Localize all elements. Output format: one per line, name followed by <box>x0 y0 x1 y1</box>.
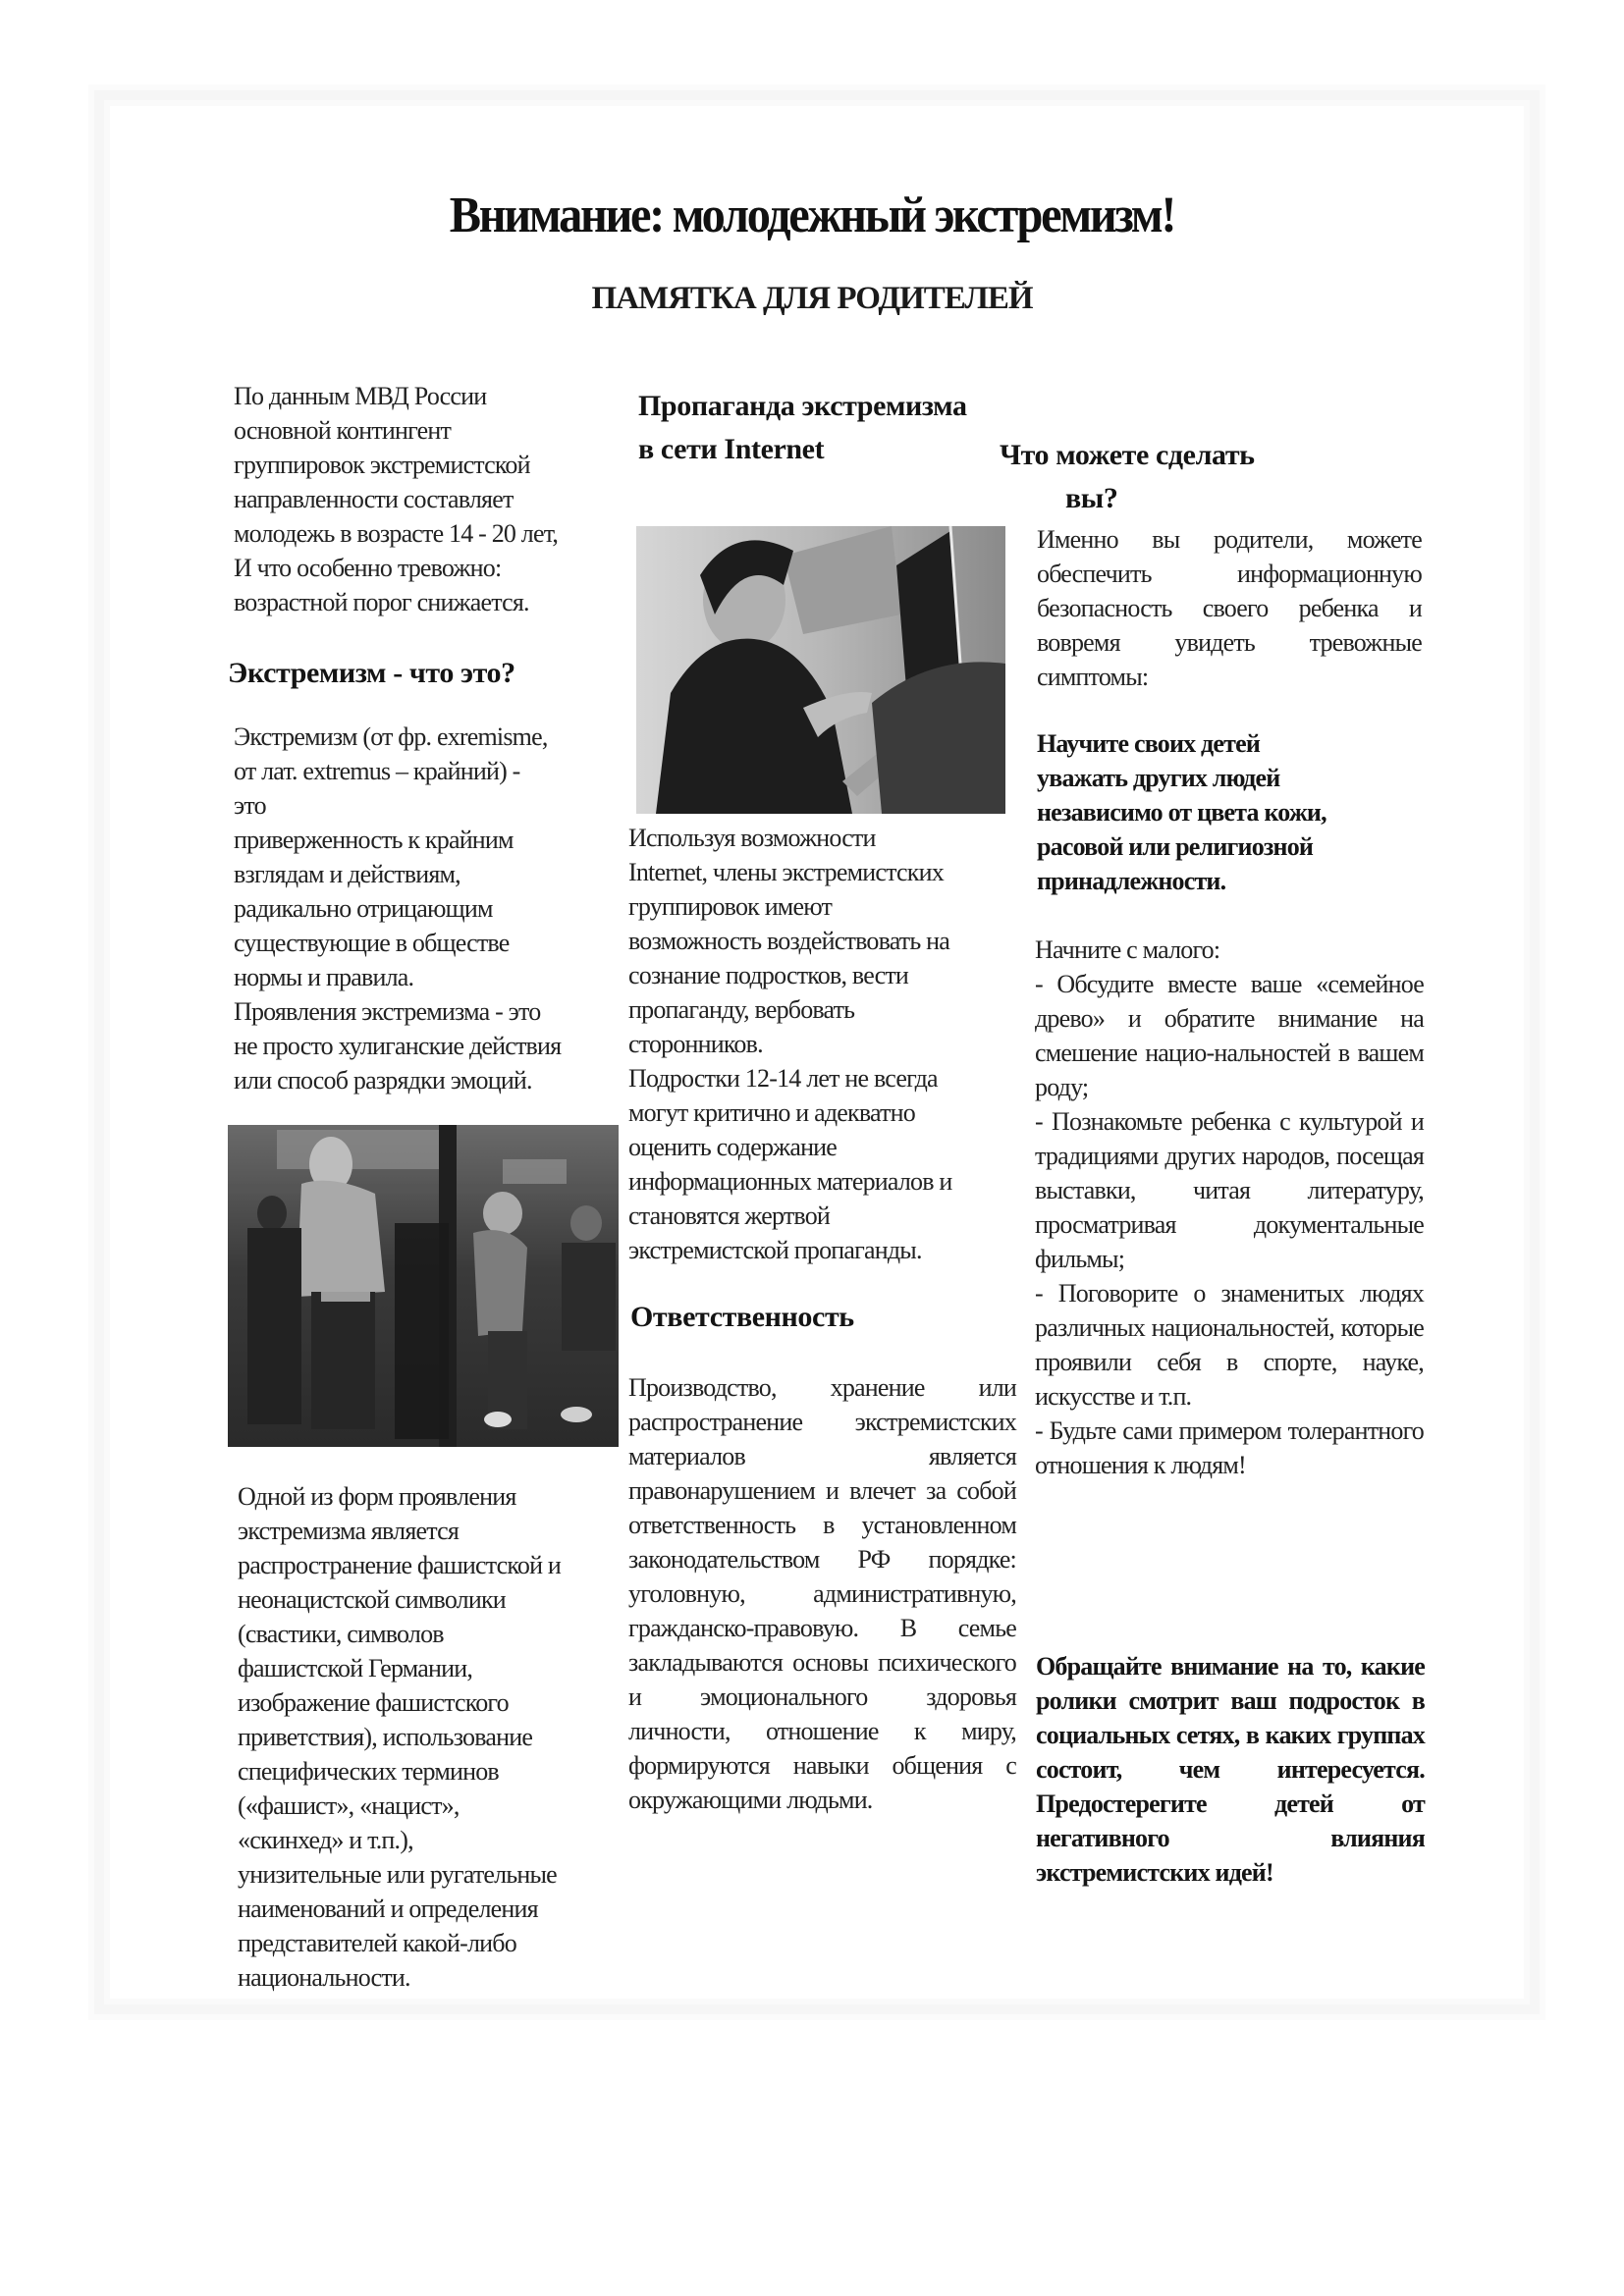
tip-item: - Обсудите вместе ваше «семейное древо» и обратите внимание на смешение нацио-нальностей в вашем роду; <box>1035 970 1424 1101</box>
definition-paragraph: Экстремизм (от фр. exremisme, от лат. extremus – крайний) - это приверженность к крайним взглядам и действиям, радикально отрицающим существующие в обществе нормы и правила. Проявления экстремизма - это не просто хулиганские действия или способ разрядки эмоций. <box>234 722 562 1095</box>
section-heading-what-you-can-do <box>1000 434 1324 520</box>
photo-hooded-youths-icon <box>228 1125 619 1447</box>
heading-line-2: вы? <box>1065 482 1118 514</box>
section-heading-what-is-extremism: Экстремизм - что это? <box>228 657 515 689</box>
internet-propaganda-paragraph: Используя возможности Internet, члены экстремистских группировок имеют возможность воздействовать на сознание подростков, вести пропаганду, вербовать сторонников. Подростки 12-14 лет не всегда могут критично и адекватно оценить содержание информационных материалов и становятся жертвой экстремистской пропаганды. <box>628 824 952 1264</box>
teach-respect-callout: Научите своих детей уважать других людей независимо от цвета кожи, расовой или религиозной принадлежности. <box>1037 729 1326 895</box>
section-heading-responsibility: Ответственность <box>630 1301 854 1333</box>
page-title: Внимание: молодежный экстремизм! <box>449 187 1175 243</box>
heading-line-1: Что можете сделать <box>1000 439 1255 471</box>
symbols-paragraph: Одной из форм проявления экстремизма является распространение фашистской и неонацистской символики (свастики, символов фашистской Германии, изображение фашистского приветствия), использование специфических терминов («фашист», «нацист», «скинхед» и т.п.), унизительные или ругательные наименований и определения представителей какой-либо национальности. <box>238 1482 562 1992</box>
page-subtitle: ПАМЯТКА ДЛЯ РОДИТЕЛЕЙ <box>591 281 1033 316</box>
intro-paragraph: По данным МВД России основной контингент группировок экстремистской направленности составляет молодежь в возрасте 14 - 20 лет, И что особенно тревожно: возрастной порог снижается. <box>234 382 559 616</box>
watch-social-media-callout: Обращайте внимание на то, какие ролики смотрит ваш подросток в социальных сетях, в каких группах состоит, чем интересуется. Предостерегите детей от негативного влияния экстремистских идей! <box>1036 1652 1425 1887</box>
parents-intro-paragraph: Именно вы родители, можете обеспечить информационную безопасность своего ребенка и вовремя увидеть тревожные симптомы: <box>1037 525 1422 691</box>
tip-item: - Поговорите о знаменитых людях различных национальностей, которые проявили себя в спорте, науке, искусстве и т.п. <box>1035 1279 1424 1411</box>
responsibility-paragraph: Производство, хранение или распространение экстремистских материалов является правонарушением и влечет за собой ответственность в установленном законодательством РФ порядке: уголовную, административную, гражданско-правовую. В семье закладываются основы психического и эмоционального здоровья личности, отношение к миру, формируются навыки общения с окружающими людьми. <box>628 1373 1016 1814</box>
photo-teen-at-computer-icon <box>636 526 1005 814</box>
tips-list <box>1035 933 1424 1482</box>
section-heading-internet-propaganda: Пропаганда экстремизма в сети Internet <box>638 390 967 465</box>
photo-hooded-youths-graphic <box>228 1125 619 1447</box>
tip-item: - Будьте сами примером толерантного отношения к людям! <box>1035 1416 1424 1479</box>
photo-teen-at-computer-graphic <box>636 526 1005 814</box>
start-small-label: Начните с малого: <box>1035 935 1220 964</box>
tip-item: - Познакомьте ребенка с культурой и традициями других народов, посещая выставки, читая литературу, просматривая документальные фильмы; <box>1035 1107 1424 1273</box>
